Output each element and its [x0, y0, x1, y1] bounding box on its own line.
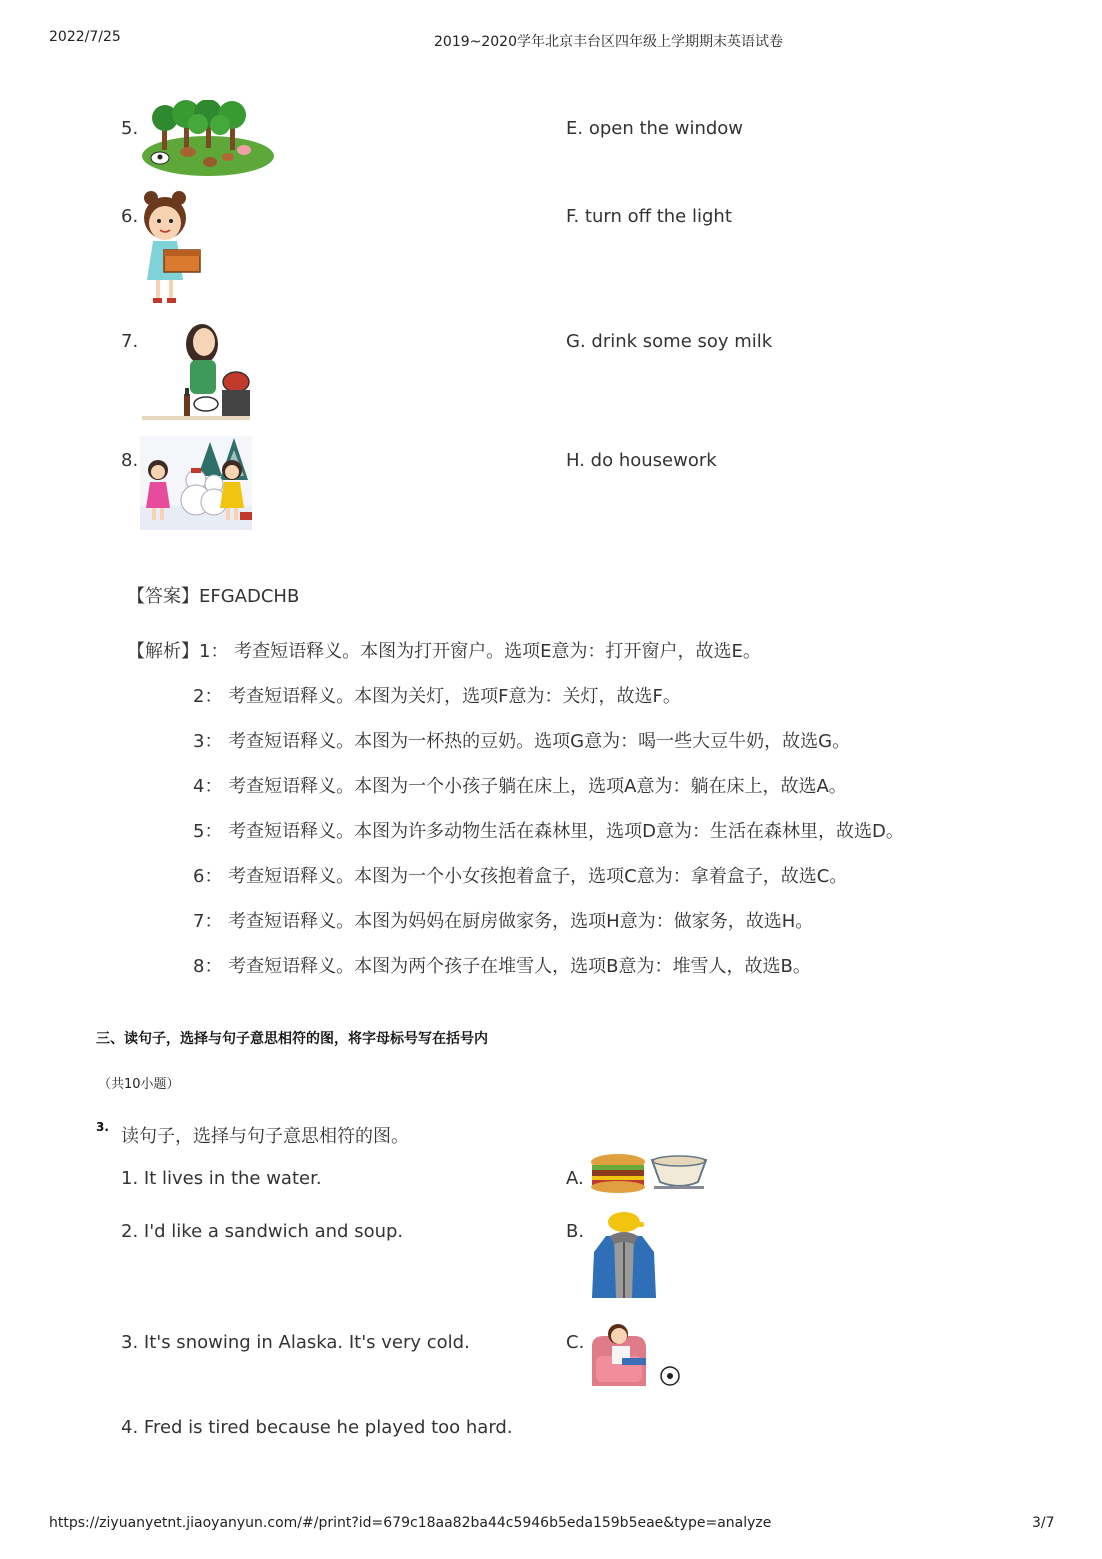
analysis-line: 7： 考查短语释义。本图为妈妈在厨房做家务，选项H意为：做家务，故选H。 [193, 911, 814, 932]
analysis-line: 2： 考查短语释义。本图为关灯，选项F意为：关灯，故选F。 [193, 686, 681, 707]
analysis-line: 6： 考查短语释义。本图为一个小女孩抱着盒子，选项C意为：拿着盒子，故选C。 [193, 866, 848, 887]
kids-snowman-picture [140, 436, 252, 530]
option-g: G. drink some soy milk [566, 331, 773, 352]
jacket-and-cap-picture [588, 1206, 660, 1306]
option-letter-a: A. [566, 1168, 584, 1189]
option-h: H. do housework [566, 450, 717, 471]
forest-animals-picture [140, 100, 276, 180]
footer-url[interactable]: https://ziyuanyetnt.jiaoyanyun.com/#/print?id=679c18aa82ba44c5946b5eda159b5eae&type=analyze [49, 1515, 772, 1531]
boy-on-sofa-picture [588, 1318, 682, 1388]
question-prompt: 读句子，选择与句子意思相符的图。 [121, 1126, 409, 1147]
sentence-item: 4. Fred is tired because he played too hard. [121, 1417, 513, 1438]
analysis-line: 5： 考查短语释义。本图为许多动物生活在森林里，选项D意为：生活在森林里，故选D。 [193, 821, 904, 842]
mother-cooking-picture [140, 320, 252, 424]
item-number-5: 5. [121, 118, 139, 139]
analysis-label: 【解析】 [127, 641, 199, 662]
section-title: 三、读句子，选择与句子意思相符的图，将字母标号写在括号内 [96, 1031, 488, 1047]
section-count: （共10小题） [98, 1077, 180, 1092]
analysis-row-1 [127, 637, 761, 663]
sentence-item: 1. It lives in the water. [121, 1168, 322, 1189]
answer-row [127, 582, 299, 608]
document-title: 2019~2020学年北京丰台区四年级上学期期末英语试卷 [434, 34, 783, 50]
item-number-6: 6. [121, 206, 139, 227]
sandwich-and-soup-picture [588, 1152, 708, 1194]
sentence-item: 3. It's snowing in Alaska. It's very cold. [121, 1332, 470, 1353]
analysis-line: 3： 考查短语释义。本图为一杯热的豆奶。选项G意为：喝一些大豆牛奶，故选G。 [193, 731, 851, 752]
option-letter-c: C. [566, 1332, 585, 1353]
option-e: E. open the window [566, 118, 744, 139]
analysis-line: 8： 考查短语释义。本图为两个孩子在堆雪人，选项B意为：堆雪人，故选B。 [193, 956, 811, 977]
girl-with-box-picture [138, 188, 204, 306]
answer-label: 【答案】 [127, 586, 199, 607]
answer-value: EFGADCHB [199, 586, 300, 607]
option-f: F. turn off the light [566, 206, 732, 227]
page-number: 3/7 [1032, 1515, 1055, 1531]
option-letter-b: B. [566, 1221, 585, 1242]
sentence-item: 2. I'd like a sandwich and soup. [121, 1221, 404, 1242]
analysis-line: 4： 考查短语释义。本图为一个小孩子躺在床上，选项A意为：躺在床上，故选A。 [193, 776, 847, 797]
print-date: 2022/7/25 [49, 29, 121, 45]
question-number: 3. [96, 1120, 109, 1134]
item-number-8: 8. [121, 450, 139, 471]
analysis-line: 1： 考查短语释义。本图为打开窗户。选项E意为：打开窗户，故选E。 [199, 641, 761, 662]
item-number-7: 7. [121, 331, 139, 352]
